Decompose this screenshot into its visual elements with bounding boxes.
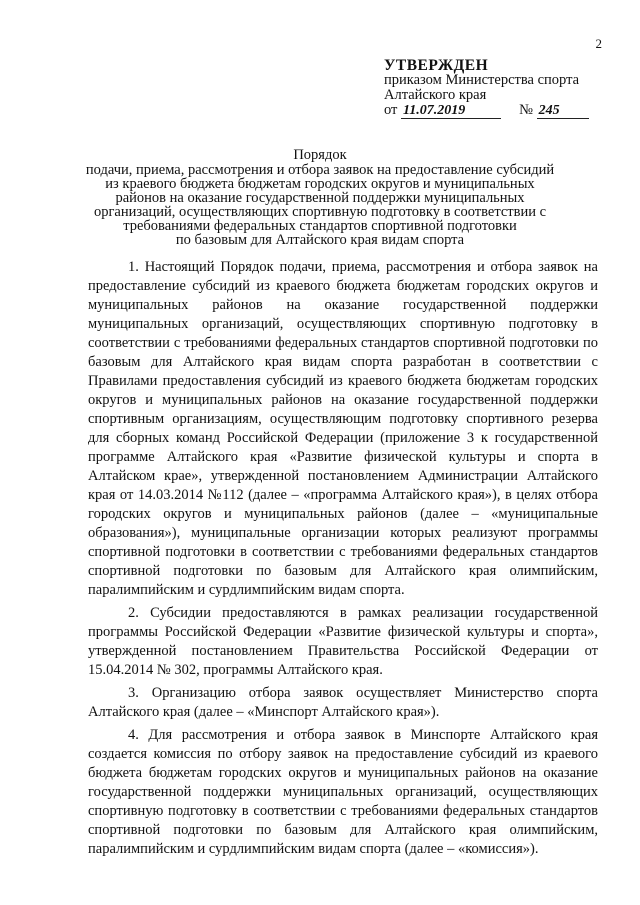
heading-line: из краевого бюджета бюджетам городских округов и муниципальных (105, 176, 535, 192)
heading-line: требованиями федеральных стандартов спортивной подготовки (123, 218, 517, 234)
approval-number: 245 (537, 103, 589, 119)
approval-date-prefix: от (384, 102, 398, 118)
page-number: 2 (595, 36, 602, 51)
paragraph-4: 4. Для рассмотрения и отбора заявок в Минспорте Алтайского края создается комиссия по отбору заявок на предоставление субсидий из краевого бюджета бюджетам городских округов и муниципальных районов на оказание государственной поддержки муниципальных организаций, осуществляющих спортивную подготовку в соответствии с требованиями федеральных стандартов спортивной подготовки по базовым для Алтайского края олимпийским, паралимпийским и сурдлимпийским видам спорта (далее – «комиссия»). (88, 727, 598, 857)
approval-date: 11.07.2019 (401, 103, 501, 119)
document-heading (70, 148, 570, 247)
approval-number-prefix: № (519, 102, 533, 118)
heading-line: организаций, осуществляющих спортивную подготовку в соответствии с (93, 204, 547, 220)
heading-line: подачи, приема, рассмотрения и отбора заявок на предоставление субсидий (85, 162, 555, 178)
document-body (88, 258, 598, 863)
heading-line: по базовым для Алтайского края видам спорта (175, 232, 465, 248)
approval-order-line: приказом Министерства спорта (384, 72, 580, 88)
approval-stamp (384, 58, 589, 119)
approval-date-number-line (384, 103, 589, 119)
approval-ministry-line: Алтайского края (384, 87, 487, 103)
approval-title: УТВЕРЖДЕН (384, 57, 489, 74)
heading-line: районов на оказание государственной поддержки муниципальных (115, 190, 525, 206)
paragraph-2: 2. Субсидии предоставляются в рамках реализации государственной программы Российской Федерации «Развитие физической культуры и спорта», утвержденной постановлением Правительства Российской Федерации от 15.04.2014 № 302, программы Алтайского края. (88, 605, 598, 678)
heading-title: Порядок (293, 147, 347, 163)
paragraph-3: 3. Организацию отбора заявок осуществляет Министерство спорта Алтайского края (далее – «Минспорт Алтайского края»). (88, 685, 598, 720)
paragraph-1: 1. Настоящий Порядок подачи, приема, рассмотрения и отбора заявок на предоставление субсидий из краевого бюджета бюджетам городских округов и муниципальных районов на оказание государственной поддержки муниципальных организаций, осуществляющих спортивную подготовку в соответствии с требованиями федеральных стандартов спортивной подготовки по базовым для Алтайского края видам спорта разработан в соответствии с Правилами предоставления субсидий из краевого бюджета бюджетам городских округов и муниципальных районов на оказание государственной поддержки спортивным организациям, осуществляющим подготовку спортивного резерва для сборных команд Российской Федерации (приложение 3 к государственной программе Алтайского края «Развитие физической культуры и спорта в Алтайском крае», утвержденной постановлением Администрации Алтайского края от 14.03.2014 №112 (далее – «программа Алтайского края»), в целях отбора городских округов и муниципальных районов (далее – «муниципальные образования»), муниципальные организации которых реализуют программы спортивной подготовки в соответствии с требованиями федеральных стандартов спортивной подготовки по базовым для Алтайского края олимпийским, паралимпийским и сурдлимпийским видам спорта. (88, 259, 598, 598)
